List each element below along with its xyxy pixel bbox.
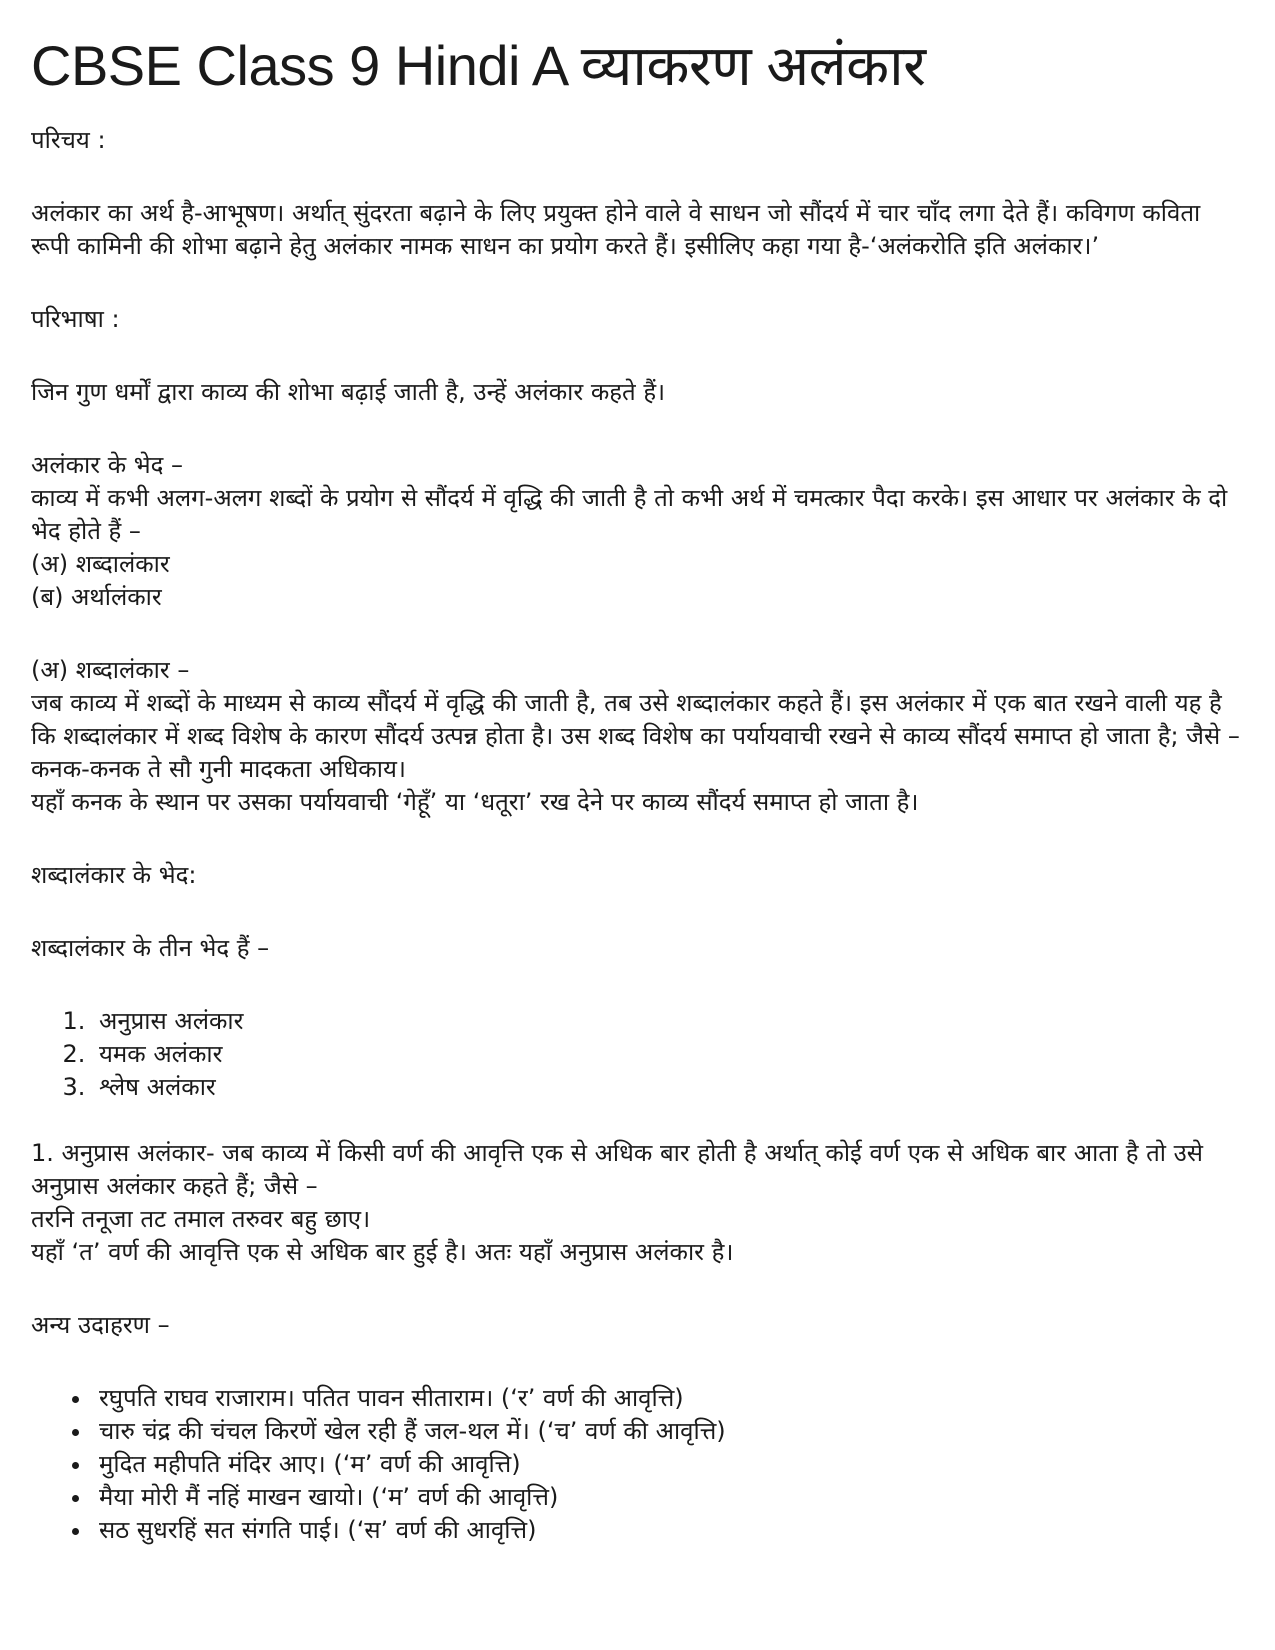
types-item-a: (अ) शब्दालंकार: [31, 550, 170, 578]
other-examples-list: [31, 1382, 1246, 1547]
anupras-explanation: यहाँ ‘त’ वर्ण की आवृत्ति एक से अधिक बार हुई है। अतः यहाँ अनुप्रास अलंकार है।: [31, 1238, 734, 1266]
shabdalankar-example: कनक-कनक ते सौ गुनी मादकता अधिकाय।: [31, 755, 406, 783]
shabdalankar-heading: (अ) शब्दालंकार –: [31, 656, 190, 684]
shabdalankar-explanation: यहाँ कनक के स्थान पर उसका पर्यायवाची ‘गेहूँ’ या ‘धतूरा’ रख देने पर काव्य सौंदर्य समाप्त हो जाता है।: [31, 788, 919, 816]
document-page: [31, 30, 1246, 1547]
shabd-types-intro: शब्दालंकार के तीन भेद हैं –: [31, 934, 270, 962]
list-item: 1. अनुप्रास अलंकार: [93, 1005, 1246, 1038]
page-title: CBSE Class 9 Hindi A व्याकरण अलंकार: [31, 34, 926, 97]
intro-paragraph: अलंकार का अर्थ है-आभूषण। अर्थात् सुंदरता बढ़ाने के लिए प्रयुक्त होने वाले वे साधन जो सौंदर्य में चार चाँद लगा देते हैं। कविगण कविता रूपी कामिनी की शोभा बढ़ाने हेतु अलंकार नामक साधन का प्रयोग करते हैं। इसीलिए कहा गया है-‘अलंकरोति इति अलंकार।’: [31, 199, 1201, 260]
list-item: 3. श्लेष अलंकार: [93, 1071, 1246, 1104]
types-item-b: (ब) अर्थालंकार: [31, 583, 162, 611]
list-item: • मुदित महीपति मंदिर आए। (‘म’ वर्ण की आवृत्ति): [93, 1448, 1246, 1481]
shabdalankar-paragraph: जब काव्य में शब्दों के माध्यम से काव्य सौंदर्य में वृद्धि की जाती है, तब उसे शब्दालंकार कहते हैं। इस अलंकार में एक बात रखने वाली यह है कि शब्दालंकार में शब्द विशेष के कारण सौंदर्य उत्पन्न होता है। उस शब्द विशेष का पर्यायवाची रखने से काव्य सौंदर्य समाप्त हो जाता है; जैसे –: [31, 689, 1240, 750]
types-heading: अलंकार के भेद –: [31, 451, 184, 479]
list-item: • चारु चंद्र की चंचल किरणें खेल रही हैं जल-थल में। (‘च’ वर्ण की आवृत्ति): [93, 1415, 1246, 1448]
shabd-types-list: [31, 1005, 1246, 1104]
list-item: • सठ सुधरहिं सत संगति पाई। (‘स’ वर्ण की आवृत्ति): [93, 1514, 1246, 1547]
definition-heading: परिभाषा :: [31, 305, 120, 333]
shabd-types-heading: शब्दालंकार के भेद:: [31, 861, 197, 889]
anupras-paragraph: 1. अनुप्रास अलंकार- जब काव्य में किसी वर्ण की आवृत्ति एक से अधिक बार होती है अर्थात् कोई वर्ण एक से अधिक बार आता है तो उसे अनुप्रास अलंकार कहते हैं; जैसे –: [31, 1139, 1204, 1200]
definition-paragraph: जिन गुण धर्मों द्वारा काव्य की शोभा बढ़ाई जाती है, उन्हें अलंकार कहते हैं।: [31, 378, 666, 406]
list-item: 2. यमक अलंकार: [93, 1038, 1246, 1071]
list-item: • रघुपति राघव राजाराम। पतित पावन सीताराम। (‘र’ वर्ण की आवृत्ति): [93, 1382, 1246, 1415]
types-paragraph: काव्य में कभी अलग-अलग शब्दों के प्रयोग से सौंदर्य में वृद्धि की जाती है तो कभी अर्थ में चमत्कार पैदा करके। इस आधार पर अलंकार के दो भेद होते हैं –: [31, 484, 1228, 545]
list-item: • मैया मोरी मैं नहिं माखन खायो। (‘म’ वर्ण की आवृत्ति): [93, 1481, 1246, 1514]
intro-heading: परिचय :: [31, 126, 106, 154]
other-examples-heading: अन्य उदाहरण –: [31, 1311, 170, 1339]
anupras-example: तरनि तनूजा तट तमाल तरुवर बहु छाए।: [31, 1205, 371, 1233]
